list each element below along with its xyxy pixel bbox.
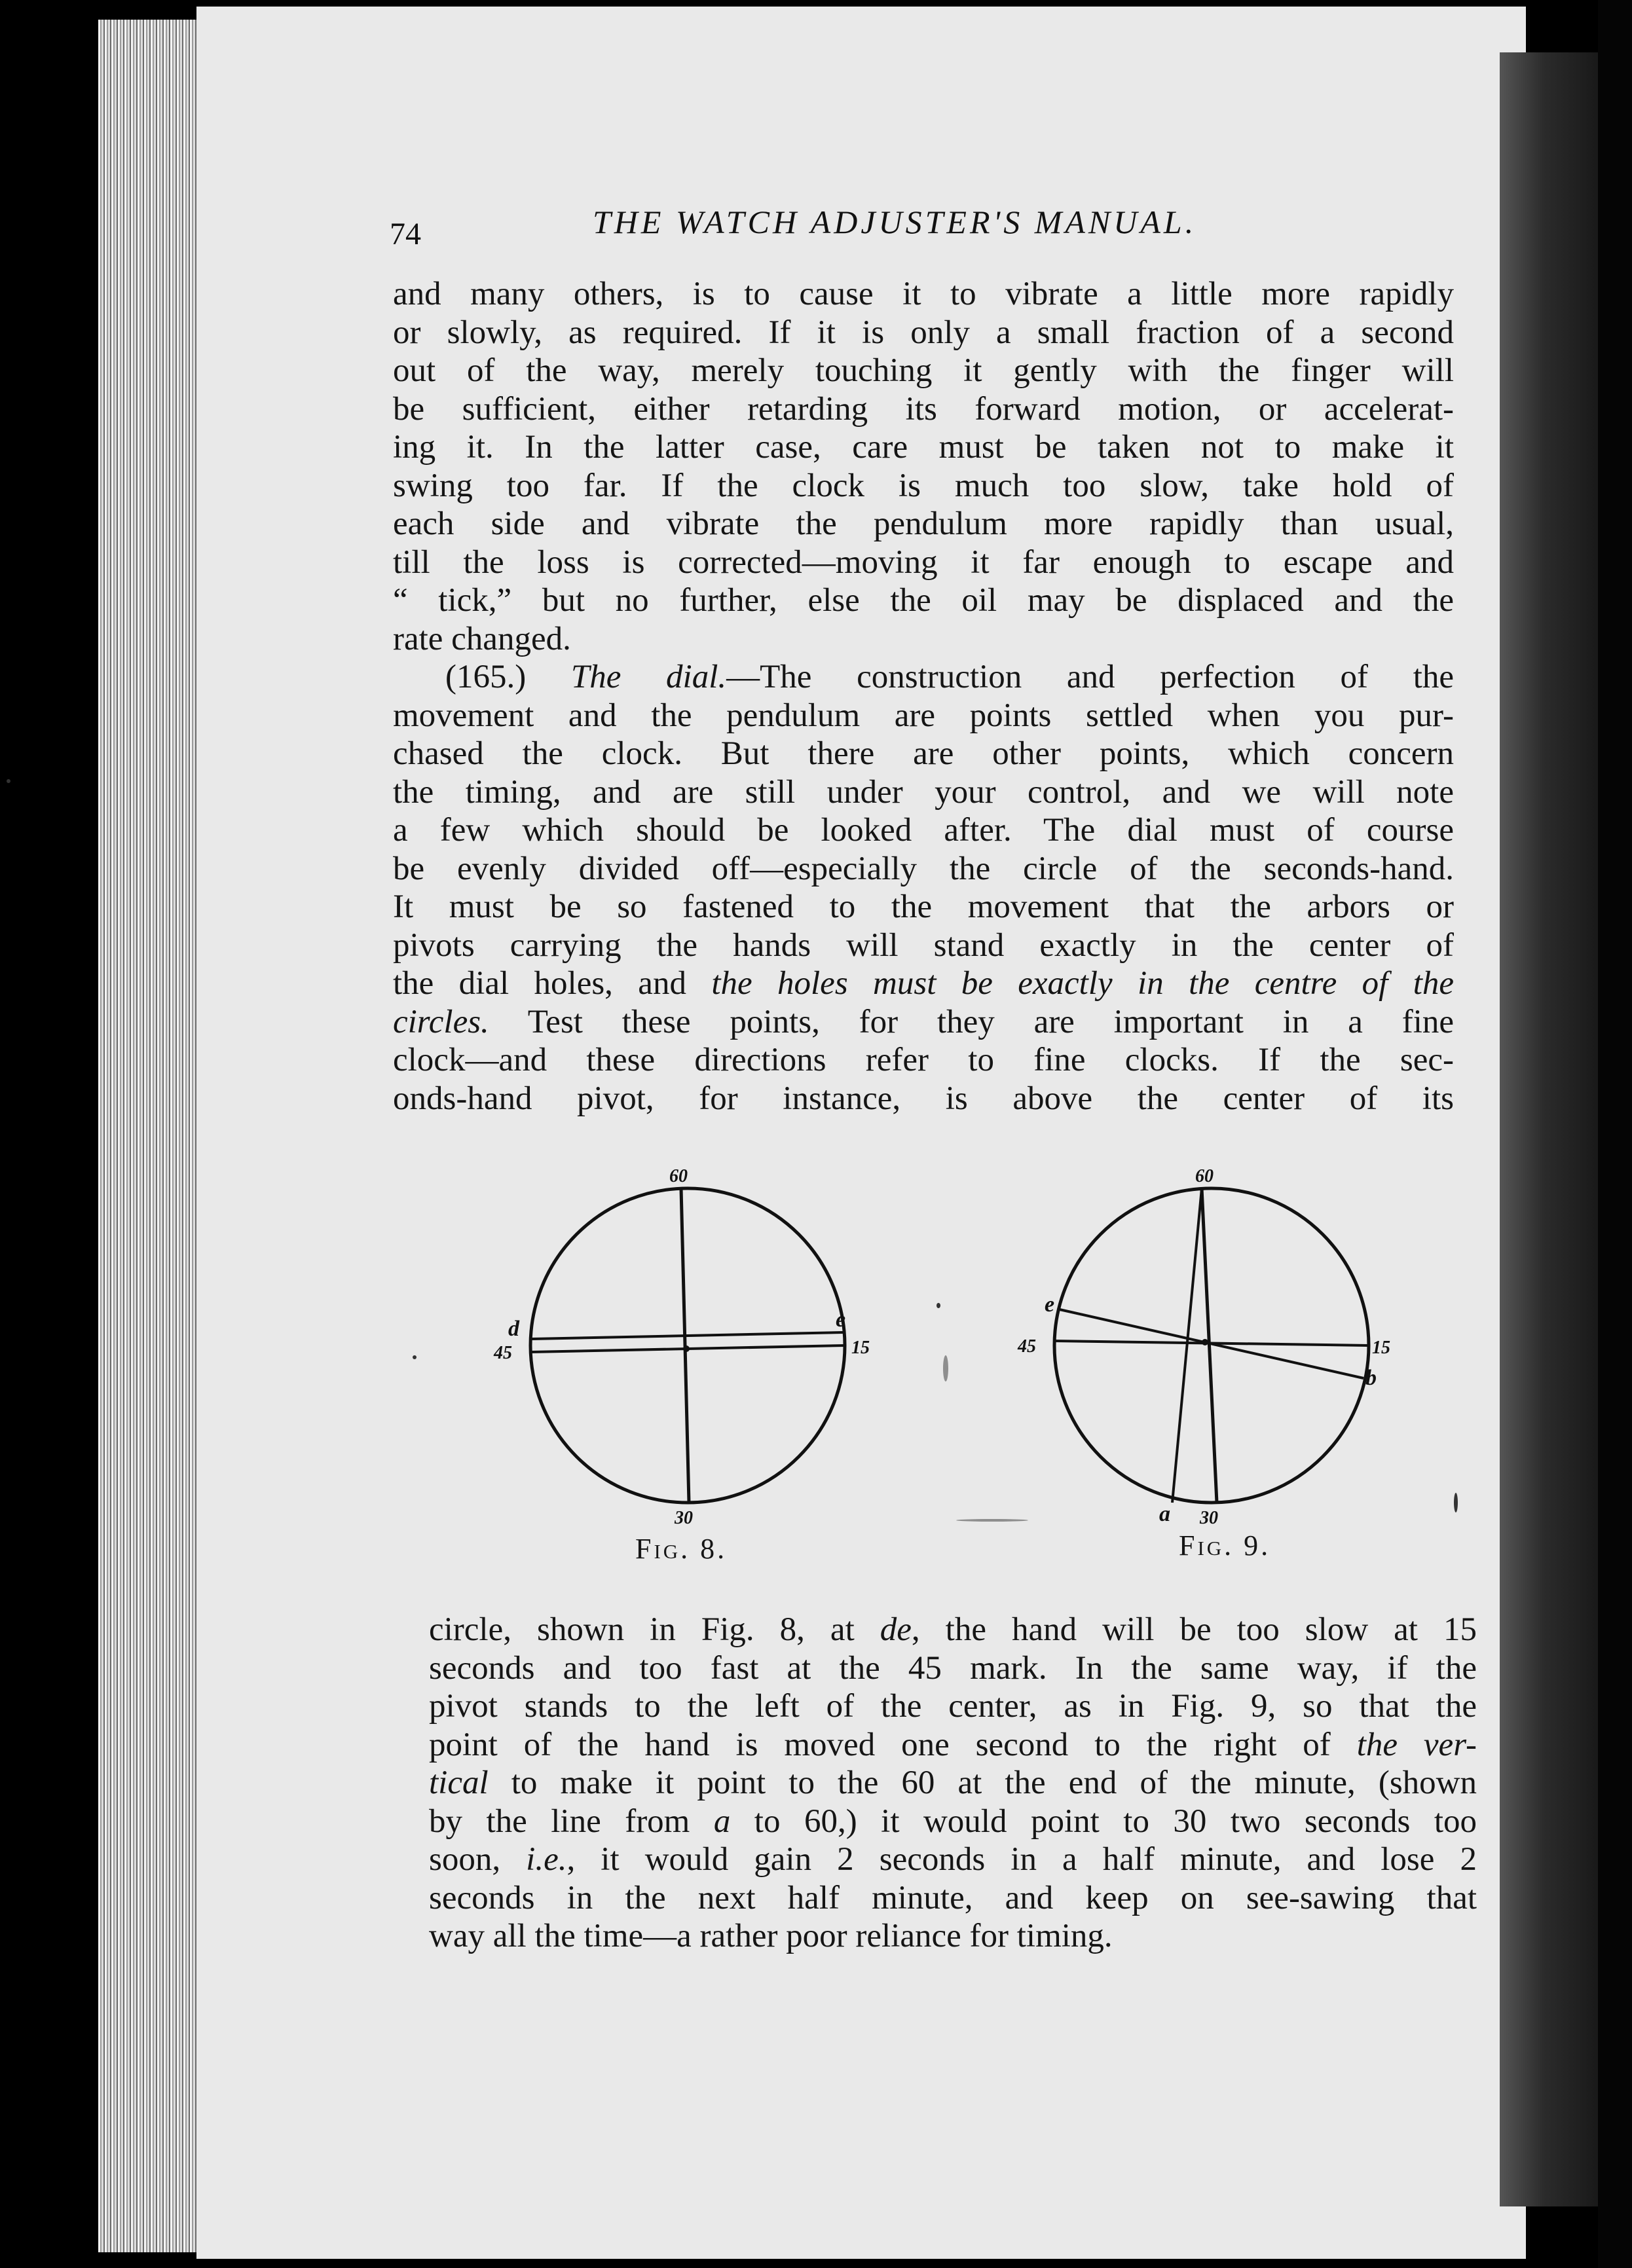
text-run: soon, <box>429 1841 527 1878</box>
text-run: , the hand will be too slow at 15 <box>911 1611 1477 1648</box>
text-run: Test these points, for they are important in a fine <box>489 1003 1454 1040</box>
fig8-center-dot <box>683 1345 690 1352</box>
fig9-center-dot <box>1202 1339 1208 1345</box>
text-line: “ tick,” but no further, else the oil may be displaced and the <box>393 582 1454 619</box>
fig9-point-b: b <box>1365 1366 1377 1390</box>
text-line: out of the way, merely touching it gently with the finger will <box>393 352 1454 389</box>
text-run: to 60,) it would point to 30 two seconds too <box>730 1802 1477 1840</box>
fig8-caption: Fig. 8. <box>635 1533 728 1565</box>
text-line: each side and vibrate the pendulum more rapidly than usual, <box>393 505 1454 542</box>
body-text-top <box>393 275 1454 1118</box>
text-line <box>429 1802 1477 1841</box>
dial-figures <box>485 1159 1441 1578</box>
fig8-diagram <box>493 1166 870 1528</box>
text-line: and many others, is to cause it to vibrate a little more rapidly <box>393 276 1454 312</box>
scan-speck <box>956 1519 1028 1522</box>
text-run: the dial holes, and <box>393 965 712 1002</box>
text-line <box>429 1764 1477 1802</box>
text-run: circle, shown in Fig. 8, at <box>429 1611 880 1648</box>
text-line: It must be so fastened to the movement that the arbors or <box>393 888 1454 925</box>
text-line: till the loss is corrected—moving it far enough to escape and <box>393 543 1454 581</box>
italic-run: the holes must be exactly in the centre of the <box>711 965 1455 1002</box>
italic-run: circles. <box>393 1003 489 1040</box>
fig8-chord-de <box>532 1332 844 1339</box>
scan-border <box>1598 0 1632 2268</box>
fig8-vertical-line <box>681 1188 689 1503</box>
fig8-label-30: 30 <box>675 1508 693 1528</box>
text-line: pivot stands to the left of the center, as in Fig. 9, so that the <box>429 1688 1477 1725</box>
fig9-label-45: 45 <box>1018 1336 1036 1357</box>
text-line: ing it. In the latter case, care must be taken not to make it <box>393 429 1454 466</box>
text-line: be sufficient, either retarding its forward motion, or accelerat- <box>393 390 1454 428</box>
text-line: seconds in the next half minute, and keep on see-sawing that <box>429 1879 1477 1916</box>
text-line: chased the clock. But there are other points, which concern <box>393 735 1454 772</box>
fig9-caption: Fig. 9. <box>1179 1529 1271 1562</box>
text-line <box>393 1003 1454 1042</box>
scan-speck <box>1454 1493 1458 1512</box>
fig8-label-60: 60 <box>669 1166 688 1186</box>
page-number: 74 <box>390 217 421 251</box>
fig9-label-15: 15 <box>1372 1338 1390 1358</box>
page-edges <box>98 20 203 2252</box>
text-line: movement and the pendulum are points settled when you pur- <box>393 697 1454 734</box>
italic-run: i.e. <box>526 1841 567 1878</box>
text-run: to make it point to the 60 at the end of the minute, (shown <box>488 1765 1477 1801</box>
text-line <box>429 1611 1477 1649</box>
text-line: or slowly, as required. If it is only a small fraction of a second <box>393 314 1454 351</box>
text-line: rate changed. <box>393 620 571 657</box>
text-run: point of the hand is moved one second to the right of <box>429 1726 1357 1763</box>
fig9-label-60: 60 <box>1195 1166 1214 1186</box>
italic-run: tical <box>429 1765 489 1801</box>
italic-run: the ver- <box>1356 1726 1477 1763</box>
fig9-line-a-60 <box>1172 1188 1202 1503</box>
text-run: , it would gain 2 seconds in a half minute, and lose 2 <box>566 1841 1477 1878</box>
text-line <box>393 964 1454 1003</box>
text-line: onds-hand pivot, for instance, is above the center of its <box>393 1080 1454 1117</box>
text-line <box>429 1840 1477 1879</box>
scan-speck <box>413 1355 417 1359</box>
section-165-first-line <box>393 658 1454 697</box>
fig8-point-e: e <box>836 1308 846 1332</box>
text-run: —The construction and perfection of the <box>726 659 1455 695</box>
fig9-point-e: e <box>1045 1292 1055 1317</box>
italic-run: a <box>713 1802 731 1840</box>
fig9-diagram <box>1017 1166 1390 1528</box>
text-run: by the line from <box>429 1802 714 1840</box>
text-line: clock—and these directions refer to fine clocks. If the sec- <box>393 1042 1454 1078</box>
figures-area <box>485 1159 1441 1578</box>
section-number: (165.) <box>445 659 527 695</box>
running-head <box>390 203 1457 262</box>
fig8-label-45: 45 <box>494 1343 512 1363</box>
text-line: seconds and too fast at the 45 mark. In the same way, if the <box>429 1649 1477 1687</box>
fig8-point-d: d <box>508 1317 519 1341</box>
fig8-label-15: 15 <box>851 1338 870 1358</box>
text-line <box>429 1726 1477 1765</box>
fig9-point-a: a <box>1159 1502 1170 1526</box>
italic-run: de <box>880 1611 912 1648</box>
scan-speck <box>937 1303 940 1308</box>
text-line: the timing, and are still under your control, and we will note <box>393 773 1454 811</box>
scan-speck <box>943 1355 948 1381</box>
body-text-bottom <box>429 1611 1477 1956</box>
running-title: THE WATCH ADJUSTER'S MANUAL. <box>593 204 1197 240</box>
book-spine-shadow <box>1500 52 1611 2206</box>
scan-speck <box>7 779 10 783</box>
text-line: a few which should be looked after. The dial must of course <box>393 812 1454 849</box>
text-line: be evenly divided off—especially the circle of the seconds-hand. <box>393 850 1454 887</box>
text-line: swing too far. If the clock is much too slow, take hold of <box>393 467 1454 504</box>
fig9-label-30: 30 <box>1200 1508 1218 1528</box>
text-line: pivots carrying the hands will stand exactly in the center of <box>393 926 1454 964</box>
section-heading: The dial. <box>570 659 727 695</box>
text-line: way all the time—a rather poor reliance for timing. <box>429 1918 1113 1954</box>
